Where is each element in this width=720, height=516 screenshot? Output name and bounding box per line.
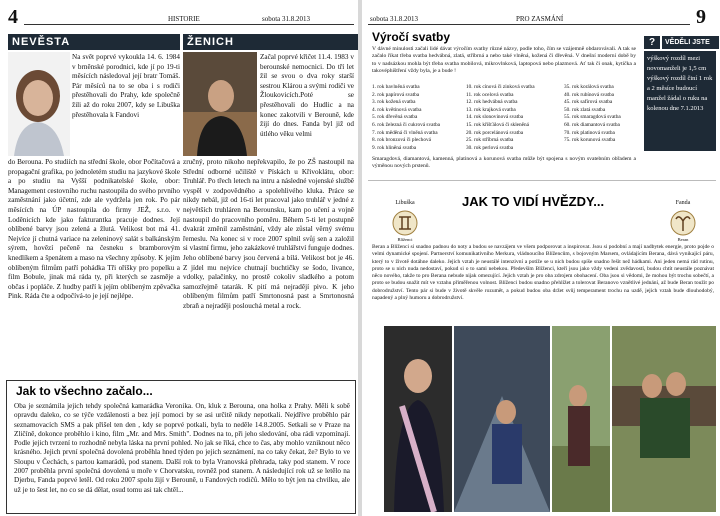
anniversary-list-2 [466,84,562,152]
did-you-know-text: výškový rozdíl mezi novomanželi je 1,5 cm výškový rozdíl činí 1 rok a 2 měsíce budoucí manžel žádal o ruku na kolenou dne 7.1.2013 [647,55,713,112]
anniversary-item: 2. rok papírová svatba [372,91,420,98]
anniversary-item: 11. rok ocelová svatba [466,91,514,98]
anniversary-outro: Smaragdová, diamantová, kamenná, platinová a korunová svatba může být spojena s novým svatebním obřadem a výměnou nových prstenů. [372,156,636,170]
page-number-right: 9 [696,6,706,28]
gemini-zodiac-icon [392,210,418,236]
anniversary-item: 4. rok květinová svatba [372,106,422,113]
story-text: Oba je seznámila jejich tehdy společná kamarádka Veronika. On, kluk z Berouna, ona holka z Prahy. Měli k sobě opravdu daleko, co se týče vzdálenosti a bez její pomoci by se asi určitě nikdy nepotkali. Nejdříve proběhlo pár seznamovacích SMS a pak přišel ten den , kdy se poprvé potkali, byla to neděle 14.8.2005. Setkali se v Praze na Zličíně, dokonce proběhlo i kino, film „Mr. and Mrs. Smith". Dodnes na to, při jeho sledování, oba rádi vzpomínají. Podle jejich tvrzení to rozhodně nebyla láska na první pohled. No jak se říká, chce to čas, aby mohlo vzniknout něco krásného. Jejich první společná dovolená proběhla hned týden po jejich seznámení, na co taky čekat, že? Bylo to ve Sloupu v Čechách, s partou kamarádů, pod stanem. Další rok to byla Vranovská přehrada, taky pod stanem. V roce 2007 proběhla první společná dovolená u moře v Chorvatsku, rovněž pod stanem. A následující rok už se letělo na Djerbu, Fanda poprvé letěl. Od roku 2007 spolu žijí v Berouně, u Fandových rodičů. Mělo to být jen na chvilku, ale už je to šest let, no co se dá dělat, osud tomu asi tak chtěl... [14,402,350,494]
anniversary-item: 40. rok rubínová svatba [564,91,615,98]
bride-photo-icon [8,52,70,156]
photo-groom-tent [454,326,550,512]
anniversary-item: 9. rok hliněná svatba [372,144,417,151]
anniversary-item: 14. rok slonovinová svatba [466,114,524,121]
anniversary-item: 3. rok kožená svatba [372,99,416,106]
anniversary-item: 20. rok porcelánová svatba [466,129,524,136]
bride-title: NEVĚSTA [8,34,180,50]
section-name-left: HISTORIE [168,15,200,23]
story-title: Jak to všechno začalo... [16,384,153,398]
anniversary-item: 12. rok hedvábná svatba [466,99,518,106]
anniversary-item: 13. rok krajková svatba [466,106,516,113]
anniversary-item: 5. rok dřevěná svatba [372,114,418,121]
header-rule-left [24,24,354,25]
anniversary-item: 70. rok platinová svatba [564,129,615,136]
groom-text-top: Začal poprvé křičet 11.4. 1983 v berounské nemocnici. Do tří let žil se svou o dva roky starší sestrou Klárou a svými rodiči ve Žloukovicích.Poté se přestěhovali do Hudlic a na konec zakotvili v Berouně, kde žijí do dnes. Fanda byl již od útlého věku velmi [260,53,354,138]
groom-star-label: Fanda [675,200,691,206]
anniversary-item: 8. rok bronzová či plechová [372,137,431,144]
stars-title: JAK TO VIDÍ HVĚZDY... [462,194,605,209]
anniversary-list-3 [564,84,640,145]
section-name-right: PRO ZASMÁNÍ [516,15,564,23]
anniversary-item: 30. rok perlová svatba [466,144,514,151]
photo-couple-outdoor [552,326,610,512]
anniversary-item: 7. rok měděná či vlněná svatba [372,129,438,136]
anniversary-item: 60. rok diamantová svatba [564,121,620,128]
groom-photo [183,52,257,156]
bride-text-top: Na svět poprvé vykoukla 14. 6. 1984 v brněnské porodnici, kde jí po 19-ti měsících následoval její bratr Tomáš. Pár měsíců na to se oba i s rodiči přestěhovali do Prahy, kde společně žili až do roku 2007, kdy se Libuška přestěhovala k Fandovi [72,53,180,119]
aries-zodiac-icon [670,210,696,236]
anniversary-item: 50. rok zlatá svatba [564,106,606,113]
anniversary-item: 25. rok stříbrná svatba [466,137,514,144]
groom-title: ŽENICH [183,34,358,50]
right-page [362,0,720,516]
photo-couple-garden [612,326,716,512]
stars-text: Beran a Blíženci si snadno padnou do noty a budou se navzájem ve všem podporovat a inspirovat. Jsou si podobní a mají nadbytek energie, proto pojde o velmi dynamické spojení. Partnerství komunikativního Merkura, vládnoucího Blížencům, s bojovným Marsem, ovládajícím Berana, dává vynikající páru, který to v životě dotáhne daleko. Jejich vztah je neustálé intenzivní a potíže se u nich budou spíše snadno řešit než hádkami. Ani jeden nemá rád rutinu, proto se u nich nuda nedostaví, pokud si o to sami nebekou. Především Blíženci, kteří jsou jako vždy vedeni zvědavostí, budou chtít neustále poznávat něco nového, takže to pro Berana nebude nijak omezující. Jejich vztah je pro oba zdrojem obohacení. Oba jsou si vědomi, že mohou být trochu sobečtí, a proto se budou snažit mít ve vztahu přiměřenou volnost. Blíženci budou snadno přehlížet a tolerovat Beranovo vznětlivé jednání, až bude Beran toužit po dobrodružství. Tento pár si bude v životě skvěle rozumět, a pokud budou oba držet svůj temperament trochu na uzdě, jejich vztah bude dlouhodobý, napadený a plný humoru a dobrodružství. [372,244,714,302]
groom-star-sign: Beran [677,237,689,242]
page-number-left: 4 [8,6,18,28]
anniversary-item: 10. rok cínová či zinková svatba [466,84,535,90]
anniversary-item: 1. rok bavlněná svatba [372,84,420,90]
photo-bride-sash [384,326,452,512]
bride-text-bottom: do Berouna. Po studiích na střední škole, obor Počítačová a propagační grafika, po jednoletém studiu na jazykové škole a po studiu na Vyšší podnikatelské škole, obor: Management cestovního ruchu nastoupila do svého prvního zaměstnání jako účetní, zde ale vydržela jen rok. Po pár měsících na ÚP nastoupila do firmy JEŽ, s.r.o. v Loděnicích kde jako fakturantka pracuje dodnes. Její oblíbené barvy jsou zelená a žlutá. Velikost bot má 41. Nejvíce jí chutná variace na zeleninový salát s balkánským sýrem, hovězí pečeně na česneku s bramborovým knedlíkem a špenátem a maso na všechny způsoby. K jejím oblíbeným filmům patří pohádka Tři oříšky pro popelku a film Bobule, jinak má ráda ty, při kterých se zasměje a občas i popláče. Z hudby patří k jejím oblíbeným zpěvačka Pink. Ráda čte a odpočívá-to je její nejlépe. [8,158,180,301]
anniversary-item: 6. rok železná či cukrová svatba [372,121,440,128]
anniversary-list-1 [372,84,464,152]
bride-photo [8,52,70,156]
groom-photo-icon [183,52,257,156]
groom-text-bottom: zručný, proto nikoho nepřekvapilo, že po ZŠ nastoupil na Střední odborné učiliště v Pískách u Křivoklátu, obor: Truhlář. Po třech letech na intru a následné vojenské službě vyspěl v zodpovědného a spolehlivého kluka. Práce se nikdy nebál, již od 16-ti let pracoval jako truhlář v jedné z největších truhláren na Berounsku, kam po učení a vojně nastoupil do pracovního poměru. Během 5-ti let postupně dvakrát změnil zaměstnání, vždy ale zůstal věrný svému řemeslu. Na konec si v roce 2007 splnil svůj sen a založil si vlastní firmu, jeho zakázkové truhlářství funguje dodnes. Jeho oblíbené barvy jsou červená a bílá. Velikost bot je 46. Z jídel mu nejvíce chutnají buchtičky se šodo, livance, vdolky, palačinky, no prostě cokoliv sladkého a potom samozřejmě tatarák. K pití má nejradějí pivo. K jeho oblíbeným filmům patří Smrtonosná past a Smrtonosná zbraň a nejraději poslouchá metal a rock. [183,158,354,310]
anniversary-item: 75. rok korunová svatba [564,137,616,144]
question-icon: ? [644,36,660,49]
anniversary-item: 55. rok smaragdová svatba [564,114,621,121]
anniversary-item: 45. rok safírová svatba [564,99,613,106]
header-date-right: sobota 31.8.2013 [370,15,419,23]
bride-star-sign: Blíženci [397,237,413,242]
anniversary-item: 35. rok korálová svatba [564,84,614,90]
anniversary-intro: V dávné minulosti začali lidé dávat výročím svatby různé názvy, podle toho, čím se vzájemně obdarovávali. A tak se začalo říkat třeba svatba hedvábná, zlatá, stříbrná a nebo také vlněná, kožená či dřevěná. V dnešní moderní době by to v nadsázkou mohla být třeba svatba mobilová, mikrovlnková, laptopová nebo plazmová. Ať tak či onak, kytička a takovéphištření vždy byla, je a bude ! [372,46,636,75]
did-you-know-title: VĚDĚLI JSTE [662,36,719,49]
header-date-left: sobota 31.8.2013 [262,15,311,23]
anniversary-item: 15. rok křišťálová či skleněná [466,121,530,128]
header-rule-right [368,24,690,25]
divider [368,180,716,181]
anniversary-title: Výročí svatby [372,30,451,44]
did-you-know-box [644,51,716,151]
left-page [0,0,358,516]
bride-star-label: Libuška [395,200,415,206]
